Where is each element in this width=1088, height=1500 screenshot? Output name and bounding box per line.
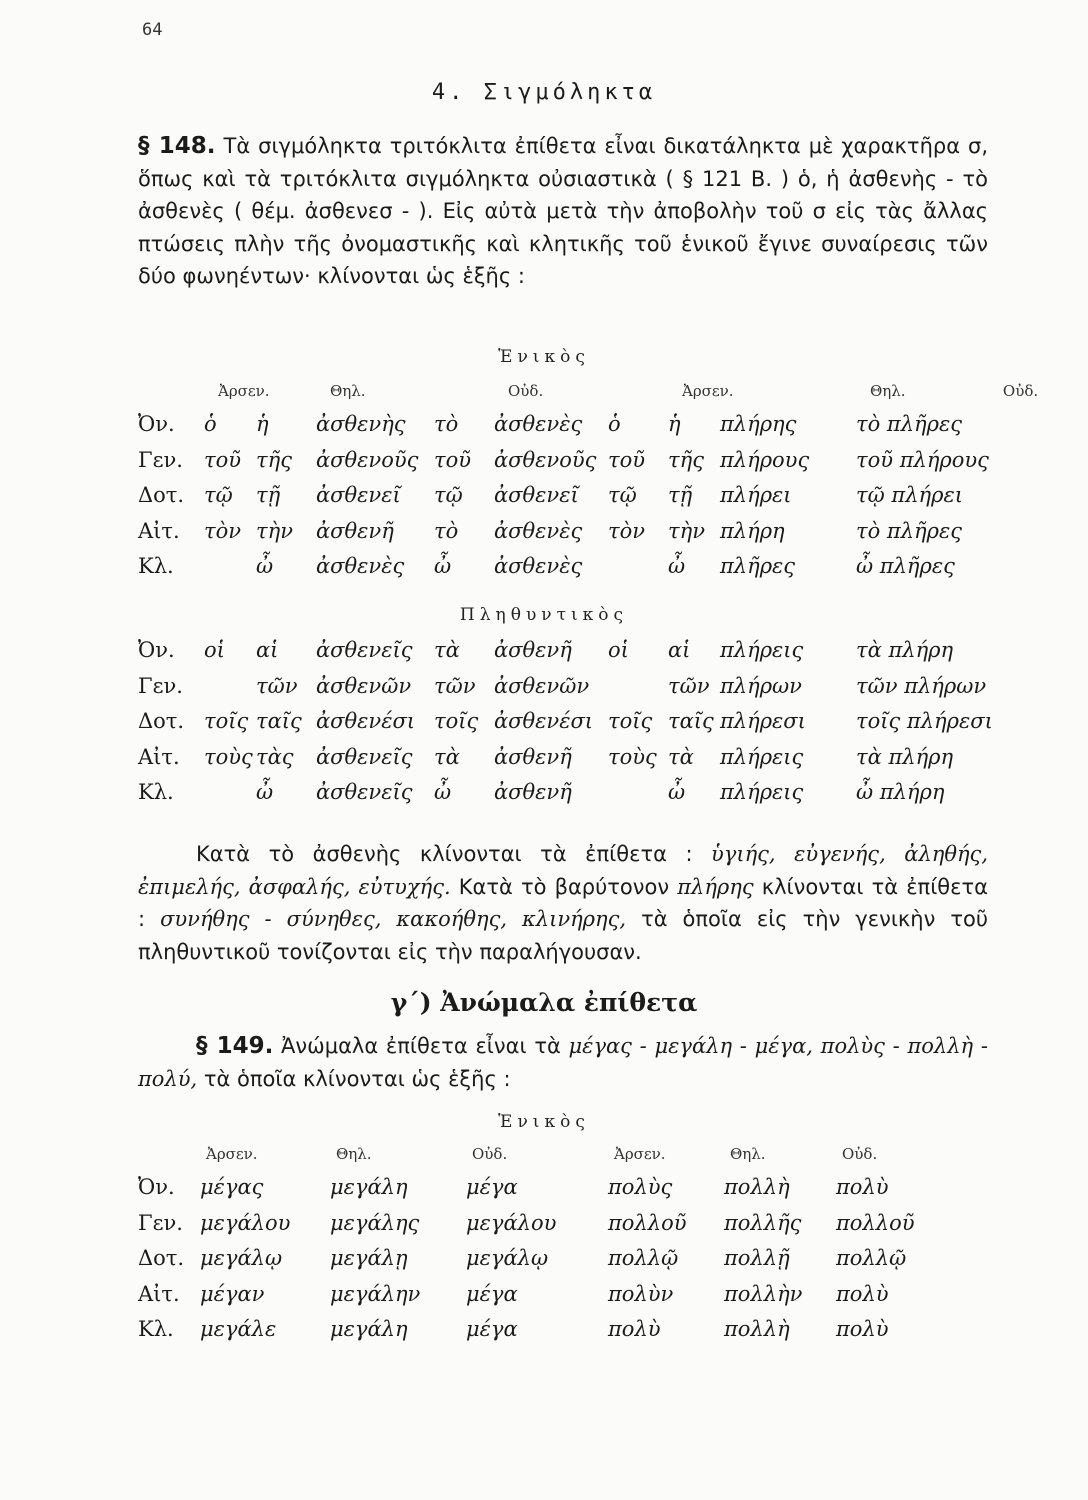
form-cell: τοὺς	[608, 744, 657, 769]
case-label: Ὀν.	[138, 412, 175, 436]
form-cell: οἱ	[204, 638, 225, 662]
form-cell: τὰ πλήρη	[856, 744, 954, 769]
form-cell: μέγα	[466, 1317, 518, 1341]
form-cell: πλήρεις	[720, 744, 804, 769]
form-cell: πολλῆς	[724, 1210, 802, 1235]
form-cell: τοῦ	[608, 447, 646, 472]
form-cell: ἀσθενέσι	[316, 709, 416, 733]
form-cell: τῶν πλήρων	[856, 673, 987, 698]
paragraph-examples: μέγας - μεγάλη - μέγα, πολὺς - πολλὴ - πολύ,	[138, 1034, 988, 1091]
form-cell: τὸ	[434, 518, 459, 543]
gender-header: Οὐδ.	[1002, 382, 1039, 400]
form-cell: ταῖς	[256, 709, 302, 733]
form-cell: μεγάλην	[330, 1281, 421, 1306]
subsection-title: γ΄) Ἀνώμαλα ἐπίθετα	[390, 988, 698, 1017]
form-cell: μεγάλῳ	[200, 1246, 283, 1270]
form-cell: ὦ	[668, 780, 686, 804]
form-cell: ἀσθενεῖ	[494, 483, 579, 507]
gender-header: Οὐδ.	[472, 1145, 508, 1163]
form-cell: ἡ	[668, 412, 681, 436]
form-cell: μεγάλῃ	[330, 1246, 408, 1270]
form-cell: ὦ	[256, 780, 274, 804]
case-label: Αἰτ.	[138, 744, 180, 769]
form-cell: μέγα	[466, 1281, 518, 1306]
form-cell: ἀσθενέσι	[494, 709, 594, 733]
gender-header: Οὐδ.	[842, 1145, 878, 1163]
table-row	[138, 1246, 946, 1282]
form-cell: τοῖς πλήρεσι	[856, 709, 993, 733]
declension-table-1-plural	[138, 638, 993, 816]
form-cell: τὰ	[434, 638, 460, 662]
form-cell: ἀσθενῆ	[316, 518, 394, 543]
form-cell: τῷ	[434, 483, 463, 507]
form-cell: μεγάλης	[330, 1210, 420, 1235]
form-cell: πολὺ	[836, 1175, 889, 1199]
form-cell: μεγάλε	[200, 1317, 277, 1341]
table-row	[138, 483, 1038, 519]
form-cell: μεγάλη	[330, 1175, 408, 1199]
form-cell: τῇ	[256, 483, 281, 507]
gender-header: Ἀρσεν.	[682, 382, 734, 400]
form-cell: τοῦ	[434, 447, 472, 472]
gender-header-row	[138, 382, 1038, 412]
table-row	[138, 1282, 946, 1318]
form-cell: τῆς	[256, 447, 292, 472]
case-label: Δοτ.	[138, 483, 185, 507]
table-row	[138, 709, 993, 745]
form-cell: ἀσθενοῦς	[494, 447, 597, 472]
form-cell: πλήρεις	[720, 780, 804, 804]
table-row	[138, 780, 993, 816]
case-label: Γεν.	[138, 673, 183, 698]
form-cell: ἀσθενὲς	[316, 554, 405, 578]
form-cell: τῶν	[256, 673, 298, 698]
form-cell: τοῖς	[204, 709, 249, 733]
note-text: Κατὰ τὸ βαρύτονον	[450, 874, 678, 899]
form-cell: μέγα	[466, 1175, 518, 1199]
form-cell: τὰς	[256, 744, 294, 769]
form-cell: ἡ	[256, 412, 269, 436]
form-cell: τῷ	[608, 483, 637, 507]
form-cell: τῷ	[204, 483, 233, 507]
form-cell: ἀσθενὴς	[316, 412, 406, 436]
table-row	[138, 1317, 946, 1353]
form-cell: πολλῇ	[724, 1246, 790, 1270]
form-cell: ὦ	[434, 780, 452, 804]
form-cell: ἀσθενῆ	[494, 744, 572, 769]
table-row	[138, 1175, 946, 1211]
form-cell: μέγας	[200, 1175, 264, 1199]
form-cell: ταῖς	[668, 709, 714, 733]
gender-header: Θηλ.	[870, 382, 906, 400]
form-cell: τὸ	[434, 412, 459, 436]
form-cell	[608, 674, 668, 710]
page-number: 64	[142, 20, 163, 40]
form-cell: ἀσθενὲς	[494, 554, 583, 578]
form-cell: μεγάλου	[200, 1210, 291, 1235]
note-text: τὰ ὁποῖα εἰς τὴν γενικὴν τοῦ πληθυντικοῦ τονίζονται εἰς τὴν παραλήγουσαν.	[138, 907, 988, 964]
case-label: Γεν.	[138, 447, 183, 472]
table-row	[138, 745, 993, 781]
paragraph-text: τὰ ὁποῖα κλίνονται ὡς ἑξῆς :	[197, 1066, 511, 1091]
gender-header: Ἀρσεν.	[614, 1145, 666, 1163]
form-cell: τὸν	[608, 518, 646, 543]
form-cell	[608, 780, 668, 816]
case-label: Αἰτ.	[138, 1281, 180, 1306]
form-cell: πλήρη	[720, 518, 785, 543]
header-spacer	[138, 1145, 200, 1175]
form-cell: ἀσθενεῖς	[316, 744, 413, 769]
form-cell: τοῦ	[204, 447, 242, 472]
declension-table-2	[138, 1145, 946, 1353]
form-cell: ἀσθενῆ	[494, 638, 572, 662]
form-cell: τὰ	[434, 744, 460, 769]
form-cell: τῆς	[668, 447, 704, 472]
paragraph-text: Ἀνώμαλα ἐπίθετα εἶναι τὰ	[273, 1034, 569, 1058]
form-cell: ὦ	[434, 554, 452, 578]
form-cell: ὦ πλῆρες	[856, 554, 955, 578]
case-label: Κλ.	[138, 554, 174, 578]
form-cell: τὰ πλήρη	[856, 638, 954, 662]
case-label: Κλ.	[138, 1317, 174, 1341]
form-cell: ὁ	[204, 412, 217, 436]
singular-label: Ἑνικὸς	[498, 347, 590, 367]
note-example-list: συνήθης - σύνηθες, κακοήθης, κλινήρης,	[160, 907, 627, 931]
form-cell: πολλῷ	[608, 1246, 679, 1270]
form-cell: πλήρων	[720, 673, 802, 698]
gender-header: Ἀρσεν.	[206, 1145, 258, 1163]
gender-header: Θηλ.	[336, 1145, 372, 1163]
form-cell: τῷ πλήρει	[856, 483, 963, 507]
table-row	[138, 674, 993, 710]
gender-header: Ἀρσεν.	[218, 382, 270, 400]
form-cell: τοῦ πλήρους	[856, 447, 989, 472]
form-cell: αἱ	[256, 638, 279, 662]
form-cell	[204, 674, 256, 710]
form-cell: πολλὴ	[724, 1317, 790, 1341]
paragraph-148	[138, 130, 988, 293]
form-cell: πολλὴν	[724, 1281, 803, 1306]
form-cell: ἀσθενεῖς	[316, 780, 413, 804]
form-cell: ἀσθενεῖς	[316, 638, 413, 662]
paragraph-number: § 148.	[138, 133, 216, 159]
section-title: 4. Σιγμόληκτα	[431, 80, 657, 105]
form-cell: πολλῷ	[836, 1246, 907, 1270]
table-row	[138, 412, 1038, 448]
form-cell: τὸν	[204, 518, 242, 543]
form-cell	[204, 780, 256, 816]
form-cell: πλῆρες	[720, 554, 796, 578]
form-cell: τὰ	[668, 744, 694, 769]
form-cell: πολλὴ	[724, 1175, 790, 1199]
form-cell: πολλοῦ	[836, 1210, 915, 1235]
form-cell: ἀσθενοῦς	[316, 447, 419, 472]
paragraph-text: Τὰ σιγμόληκτα τριτόκλιτα ἐπίθετα εἶναι δικατάληκτα μὲ χαρακτῆρα σ, ὅπως καὶ τὰ τριτόκλιτα σιγμόληκτα οὐσιαστικὰ ( § 121 Β. ) ὁ, ἡ ἀσθενὴς - τὸ ἀσθενὲς ( θέμ. ἀσθενεσ - ). Εἰς αὐτὰ μετὰ τὴν ἀποβολὴν τοῦ σ εἰς τὰς ἄλλας πτώσεις πλὴν τῆς ὀνομαστικῆς καὶ κλητικῆς τοῦ ἑνικοῦ ἔγινε συναίρεσις τῶν δύο φωνηέντων· κλίνονται ὡς ἑξῆς :	[138, 134, 988, 288]
form-cell: πλήρεσι	[720, 709, 806, 733]
form-cell: πολὺ	[608, 1317, 661, 1341]
case-label: Αἰτ.	[138, 518, 180, 543]
form-cell: τῇ	[668, 483, 693, 507]
form-cell: ἀσθενὲς	[494, 412, 583, 436]
paragraph-number: § 149.	[196, 1033, 274, 1059]
case-label: Ὀν.	[138, 638, 175, 662]
note-text: Κατὰ τὸ ἀσθενὴς κλίνονται τὰ ἐπίθετα :	[196, 842, 712, 866]
form-cell: πολὺ	[836, 1281, 889, 1306]
form-cell: ἀσθενὲς	[494, 518, 583, 543]
form-cell: τῶν	[668, 673, 710, 698]
form-cell: μεγάλη	[330, 1317, 408, 1341]
plural-label: Πληθυντικὸς	[459, 605, 629, 625]
form-cell: μεγάλου	[466, 1210, 557, 1235]
case-label: Γεν.	[138, 1210, 183, 1235]
note-example-list: ὑγιής, εὐγενής, ἀληθής, ἐπιμελής, ἀσφαλής, εὐτυχής.	[138, 842, 988, 899]
form-cell	[204, 554, 256, 590]
gender-header: Θηλ.	[330, 382, 366, 400]
form-cell: ἀσθενεῖ	[316, 483, 401, 507]
form-cell: τοῖς	[434, 709, 479, 733]
form-cell: πλήρους	[720, 447, 810, 472]
form-cell: ὦ	[668, 554, 686, 578]
declension-table-1	[138, 382, 1038, 590]
form-cell: οἱ	[608, 638, 629, 662]
table-row	[138, 448, 1038, 484]
table-row	[138, 519, 1038, 555]
form-cell: ὦ	[256, 554, 274, 578]
table-row	[138, 638, 993, 674]
form-cell: τὴν	[256, 518, 293, 543]
form-cell: ἀσθενῶν	[494, 673, 590, 698]
form-cell: πολλοῦ	[608, 1210, 687, 1235]
table-row	[138, 1211, 946, 1247]
form-cell: τοῖς	[608, 709, 653, 733]
singular-label-2: Ἑνικὸς	[498, 1112, 590, 1132]
form-cell: μέγαν	[200, 1281, 265, 1306]
note-text: κλίνονται τὰ ἐπίθετα :	[138, 874, 988, 931]
form-cell: τῶν	[434, 673, 476, 698]
form-cell: ἀσθενῶν	[316, 673, 412, 698]
form-cell: πλήρεις	[720, 638, 804, 662]
case-label: Κλ.	[138, 780, 174, 804]
form-cell: πλήρης	[720, 412, 797, 436]
note-paragraph	[138, 838, 988, 968]
case-label: Δοτ.	[138, 709, 185, 733]
form-cell: ὦ πλήρη	[856, 780, 945, 804]
form-cell: αἱ	[668, 638, 691, 662]
form-cell: τὴν	[668, 518, 705, 543]
form-cell: πολὺ	[836, 1317, 889, 1341]
form-cell: τὸ πλῆρες	[856, 412, 963, 436]
table-row	[138, 554, 1038, 590]
form-cell: πολὺν	[608, 1281, 674, 1306]
form-cell: μεγάλῳ	[466, 1246, 549, 1270]
gender-header: Θηλ.	[730, 1145, 766, 1163]
paragraph-149	[138, 1030, 988, 1095]
form-cell	[608, 554, 668, 590]
form-cell: ἀσθενῆ	[494, 780, 572, 804]
form-cell: πλήρει	[720, 483, 792, 507]
case-label: Ὀν.	[138, 1175, 175, 1199]
form-cell: τοὺς	[204, 744, 253, 769]
gender-header: Οὐδ.	[508, 382, 544, 400]
note-example: πλήρης	[677, 874, 754, 899]
header-spacer	[138, 382, 204, 412]
form-cell: πολὺς	[608, 1175, 673, 1199]
form-cell: τὸ πλῆρες	[856, 518, 963, 543]
gender-header-row	[138, 1145, 946, 1175]
form-cell: ὁ	[608, 412, 621, 436]
case-label: Δοτ.	[138, 1246, 185, 1270]
